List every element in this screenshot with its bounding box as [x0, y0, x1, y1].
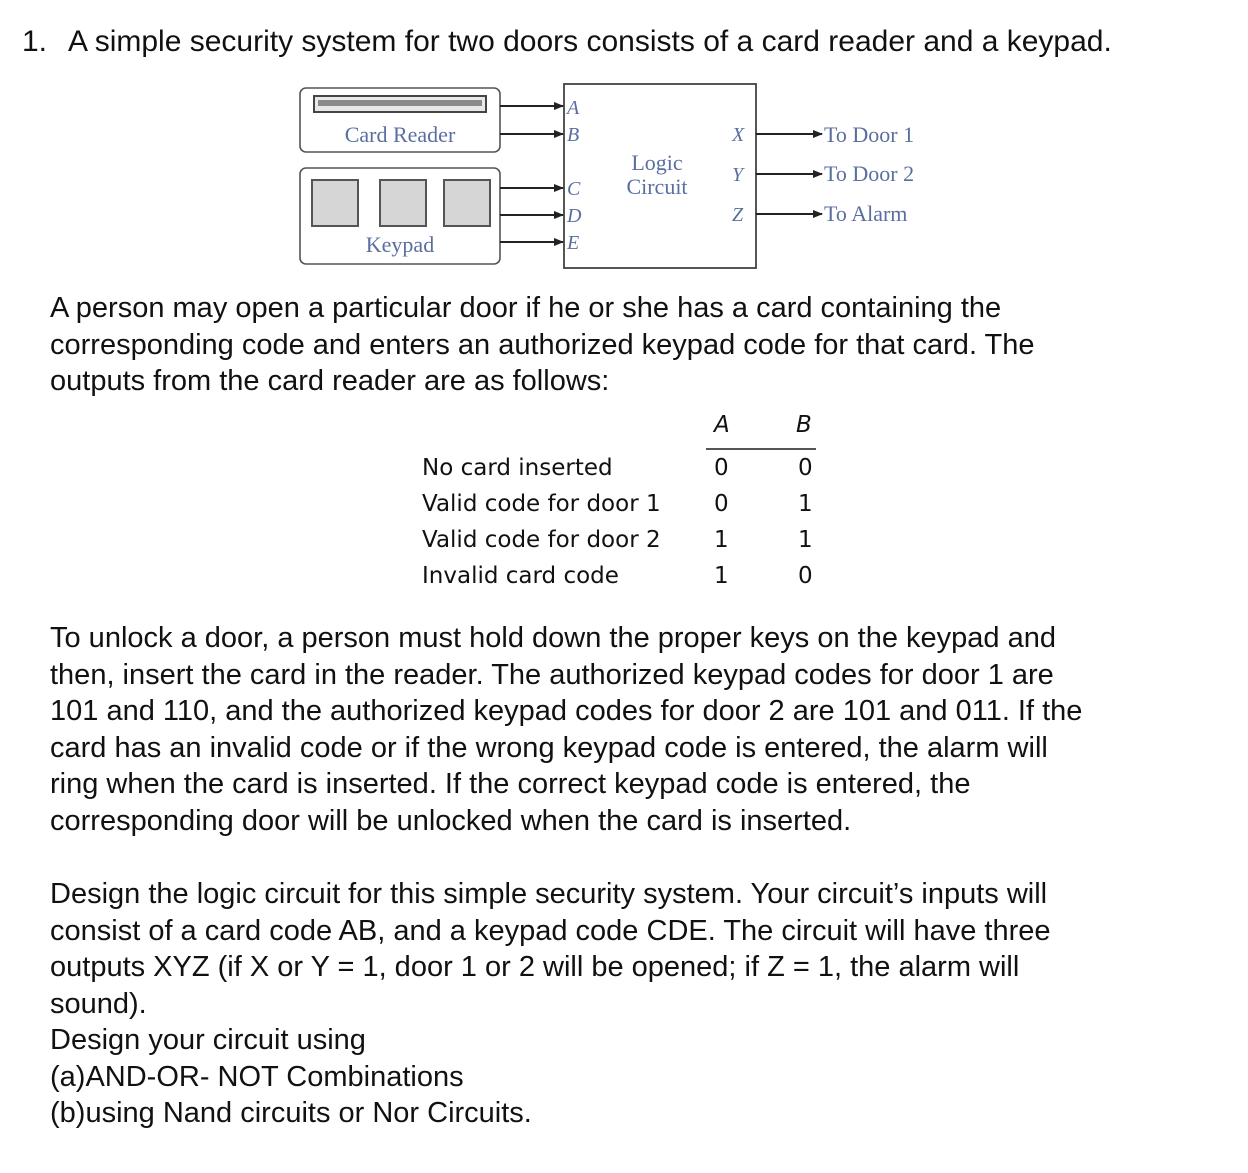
- row-label: Invalid card code: [422, 563, 619, 589]
- text-line: then, insert the card in the reader. The authorized keypad codes for door 1 are: [50, 658, 1054, 691]
- value-b: 1: [798, 491, 813, 517]
- value-b: 1: [798, 527, 813, 553]
- text-line: outputs XYZ (if X or Y = 1, door 1 or 2 will be opened; if Z = 1, the alarm will: [50, 951, 1020, 983]
- question-title: A simple security system for two doors consists of a card reader and a keypad.: [68, 25, 1112, 58]
- row-label: Valid code for door 2: [422, 527, 661, 553]
- column-header-b: B: [796, 412, 812, 438]
- question-number: 1.: [22, 25, 48, 58]
- text-line: corresponding code and enters an authorized keypad code for that card. The: [50, 328, 1035, 361]
- input-label-a: A: [567, 97, 580, 119]
- input-label-b: B: [567, 124, 580, 146]
- keypad-key-icon: [444, 180, 490, 226]
- text-line: corresponding door will be unlocked when the card is inserted.: [50, 804, 852, 837]
- input-label-d: D: [567, 205, 582, 227]
- text-line: (b)using Nand circuits or Nor Circuits.: [50, 1097, 532, 1129]
- text-line: A person may open a particular door if he or she has a card containing the: [50, 292, 1002, 324]
- destination-door-2: To Door 2: [824, 161, 915, 186]
- paragraph-design-task: [50, 876, 1051, 1132]
- destination-alarm: To Alarm: [824, 201, 908, 226]
- question-heading: [22, 24, 1112, 60]
- card-reader-label: Card Reader: [344, 122, 456, 147]
- text-line: To unlock a door, a person must hold down the proper keys on the keypad and: [50, 622, 1056, 654]
- text-line: 101 and 110, and the authorized keypad codes for door 2 are 101 and 011. If the: [50, 695, 1083, 727]
- text-line: (a)AND-OR- NOT Combinations: [50, 1060, 464, 1093]
- value-a: 0: [714, 455, 729, 481]
- text-line: consist of a card code AB, and a keypad code CDE. The circuit will have three: [50, 914, 1051, 947]
- keypad-key-icon: [380, 180, 426, 226]
- paragraph-door-access: [50, 290, 1035, 400]
- logic-circuit: [564, 84, 756, 268]
- value-a: 1: [714, 563, 729, 589]
- row-label: No card inserted: [422, 455, 613, 481]
- keypad-label: Keypad: [365, 232, 435, 257]
- text-line: card has an invalid code or if the wrong keypad code is entered, the alarm will: [50, 731, 1048, 764]
- value-a: 1: [714, 527, 729, 553]
- keypad: [300, 168, 500, 264]
- text-line: Design the logic circuit for this simple security system. Your circuit’s inputs will: [50, 878, 1048, 910]
- paragraph-unlock-rules: [50, 620, 1082, 839]
- column-header-a: A: [714, 412, 730, 438]
- value-b: 0: [798, 455, 813, 481]
- row-label: Valid code for door 1: [422, 491, 661, 517]
- text-line: outputs from the card reader are as follows:: [50, 365, 610, 397]
- security-system-diagram: [296, 80, 946, 272]
- text-line: Design your circuit using: [50, 1024, 366, 1056]
- card-reader: [300, 88, 500, 152]
- value-a: 0: [714, 491, 729, 517]
- output-label-y: Y: [732, 164, 744, 186]
- card-slot-icon: [318, 100, 482, 106]
- destination-door-1: To Door 1: [824, 122, 915, 147]
- output-label-z: Z: [732, 204, 744, 226]
- logic-label-line2: Circuit: [626, 174, 688, 199]
- logic-label-line1: Logic: [631, 150, 683, 175]
- keypad-key-icon: [312, 180, 358, 226]
- text-line: ring when the card is inserted. If the correct keypad code is entered, the: [50, 768, 971, 800]
- input-label-e: E: [567, 232, 580, 254]
- output-label-x: X: [732, 124, 745, 146]
- value-b: 0: [798, 563, 813, 589]
- input-label-c: C: [567, 178, 581, 200]
- text-line: sound).: [50, 987, 147, 1020]
